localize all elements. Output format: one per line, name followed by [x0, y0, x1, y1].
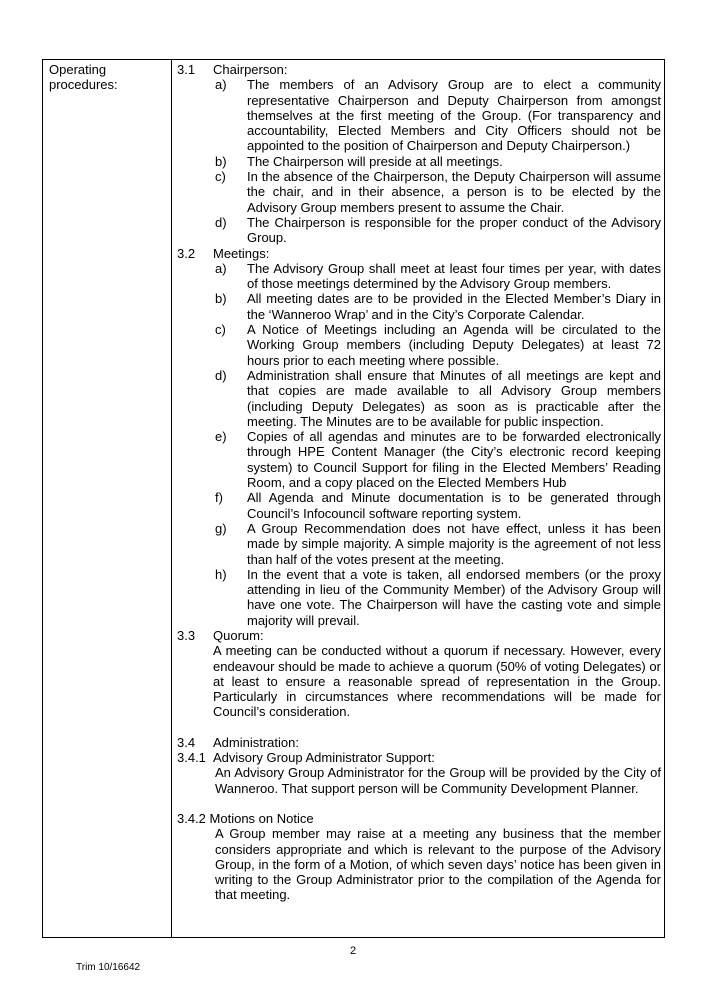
item-text: Administration shall ensure that Minutes of all meetings are kept and that copies are made available to all Advisory Group members (including Deputy Delegates) as soon as is practicable after the meeting. The Minutes are to be available for public inspection.	[247, 367, 661, 429]
item-label: b)	[215, 153, 227, 169]
item-text: All meeting dates are to be provided in the Elected Member’s Diary in the ‘Wanneroo Wrap’ and in the City’s Corporate Calendar.	[247, 291, 661, 322]
list-item	[177, 521, 661, 567]
item-label: c)	[215, 322, 226, 338]
list-item	[177, 322, 661, 368]
administrator-paragraph: An Advisory Group Administrator for the Group will be provided by the City of Wanneroo. That support person will be Community Development Planner.	[215, 765, 661, 796]
list-item	[177, 154, 661, 169]
section-heading	[177, 246, 661, 261]
item-label: e)	[215, 429, 227, 445]
motions-paragraph: A Group member may raise at a meeting any business that the member considers appropriate and which is relevant to the purpose of the Advisory Group, in the form of a Motion, of which seven days’ notice has been given in writing to the Group Administrator prior to the compilation of the Agenda for that meeting.	[215, 826, 661, 903]
subsection-heading	[177, 750, 661, 765]
list-item	[177, 368, 661, 429]
trim-reference: Trim 10/16642	[76, 962, 141, 973]
item-label: c)	[215, 169, 226, 185]
list-item	[177, 490, 661, 521]
item-label: d)	[215, 367, 227, 383]
section-heading	[177, 628, 661, 643]
list-item	[177, 291, 661, 322]
procedures-table	[42, 59, 665, 938]
subsection-title: Advisory Group Administrator Support:	[213, 750, 435, 766]
section-heading	[177, 735, 661, 750]
section-number: 3.1	[177, 62, 196, 77]
list-item	[177, 261, 661, 292]
item-text: The Chairperson will preside at all meetings.	[247, 153, 503, 169]
section-number: 3.4	[177, 734, 196, 750]
item-label: b)	[215, 291, 227, 307]
column-divider	[171, 60, 172, 937]
section-number: 3.2	[177, 245, 196, 261]
list-item	[177, 429, 661, 490]
section-title: Quorum:	[213, 627, 264, 643]
item-text: The Advisory Group shall meet at least four times per year, with dates of those meetings determined by the Advisory Group members.	[247, 260, 661, 292]
list-item	[177, 567, 661, 628]
page-number: 2	[349, 945, 357, 957]
row-label: Operating procedures:	[49, 62, 118, 93]
procedures-content	[177, 62, 661, 903]
item-label: d)	[215, 214, 227, 230]
list-item	[177, 169, 661, 215]
spacer	[177, 796, 661, 811]
list-item	[177, 77, 661, 153]
spacer	[177, 720, 661, 735]
item-text: In the event that a vote is taken, all endorsed members (or the proxy attending in lieu of the Community Member) of the Advisory Group will have one vote. The Chairperson will have the casting vote and simple majority will prevail.	[247, 566, 661, 628]
item-text: The Chairperson is responsible for the proper conduct of the Advisory Group.	[247, 214, 661, 246]
item-text: All Agenda and Minute documentation is to be generated through Council’s Infocouncil software reporting system.	[247, 490, 661, 521]
subsection-heading: 3.4.2 Motions on Notice	[177, 810, 314, 826]
item-text: A Group Recommendation does not have effect, unless it has been made by simple majority. A simple majority is the agreement of not less than half of the votes present at the meeting.	[247, 520, 661, 567]
subsection-number: 3.4.1	[177, 750, 206, 766]
quorum-paragraph: A meeting can be conducted without a quorum if necessary. However, every endeavour should be made to achieve a quorum (50% of voting Delegates) or at least to ensure a reasonable spread of representation in the Group. Particularly in circumstances where recommendations will be made for Council’s consideration.	[213, 643, 661, 720]
item-text: A Notice of Meetings including an Agenda will be circulated to the Working Group members (including Deputy Delegates) at least 72 hours prior to each meeting where possible.	[247, 322, 661, 368]
item-text: In the absence of the Chairperson, the Deputy Chairperson will assume the chair, and in their absence, a person is to be elected by the Advisory Group members present to assume the Chair.	[247, 169, 661, 215]
section-heading	[177, 62, 661, 77]
item-label: a)	[215, 77, 227, 93]
section-title: Chairperson:	[213, 62, 288, 77]
item-label: g)	[215, 520, 227, 536]
item-label: a)	[215, 260, 227, 276]
item-text: Copies of all agendas and minutes are to be forwarded electronically through HPE Content Manager (the City’s electronic record keeping system) to Council Support for filing in the Elected Members’ Reading Room, and a copy placed on the Elected Members Hub	[247, 429, 661, 491]
list-item	[177, 215, 661, 246]
item-label: h)	[215, 566, 227, 582]
item-label: f)	[215, 490, 223, 506]
section-title: Administration:	[213, 734, 299, 750]
section-number: 3.3	[177, 627, 196, 643]
section-title: Meetings:	[213, 245, 270, 261]
item-text: The members of an Advisory Group are to elect a community representative Chairperson and Deputy Chairperson from amongst themselves at the first meeting of the Group. (For transparency and accountability, Elected Members and City Officers should not be appointed to the position of Chairperson and Deputy Chairperson.)	[247, 77, 661, 154]
